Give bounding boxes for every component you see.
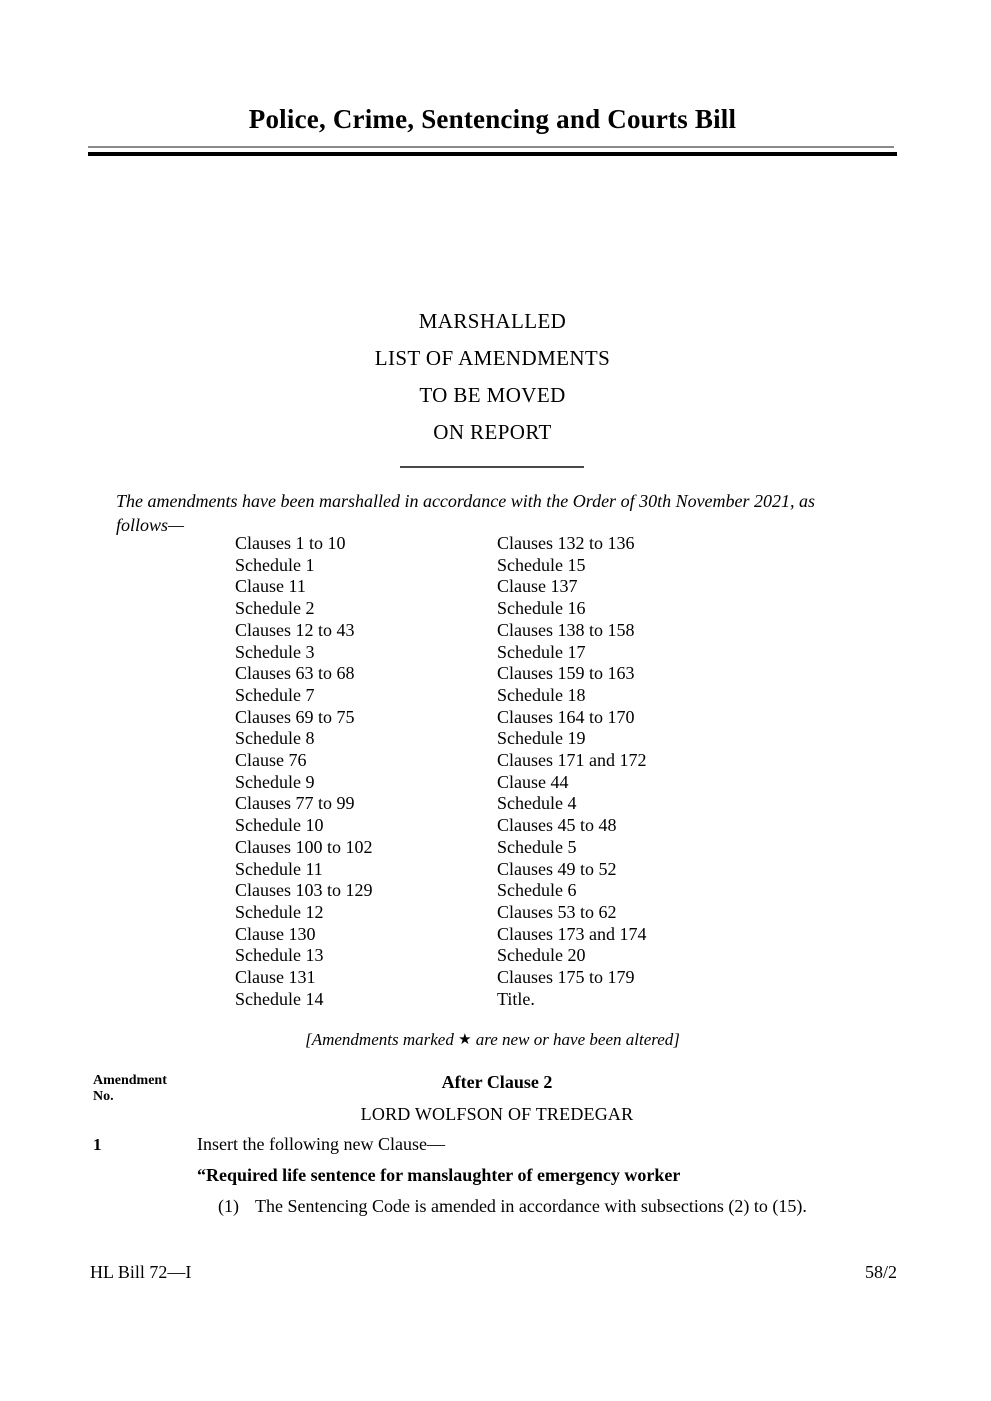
marshalling-list-item: Clauses 77 to 99 [235, 793, 355, 814]
marshalling-list-item: Clauses 63 to 68 [235, 663, 355, 684]
marshalling-list-item: Title. [497, 988, 535, 1009]
amendment-no-header-line1: Amendment [93, 1073, 167, 1088]
marshalling-list-item: Clauses 1 to 10 [235, 533, 346, 553]
marshalling-list-item: Clause 130 [235, 923, 316, 944]
marshalling-list-item: Schedule 17 [497, 641, 586, 662]
marshalling-list-item: Schedule 6 [497, 880, 577, 901]
marshalling-list-item: Schedule 1 [235, 554, 315, 575]
marshalling-list-item: Clauses 69 to 75 [235, 706, 355, 727]
marshalling-list-item: Schedule 19 [497, 728, 586, 749]
marshalling-list-item: Schedule 20 [497, 945, 586, 966]
star-legend-suffix: are new or have been altered] [471, 1030, 680, 1049]
marshalling-list-item: Clauses 132 to 136 [497, 533, 635, 553]
heading-line-to-be-moved: TO BE MOVED [419, 383, 566, 407]
marshalling-list-item: Schedule 15 [497, 554, 586, 575]
marshalling-order-note [88, 489, 900, 537]
header-rule-thin [88, 146, 894, 148]
marshalling-list-item: Clauses 138 to 158 [497, 619, 635, 640]
marshalling-list-item: Clause 131 [235, 967, 316, 988]
amendment-number: 1 [93, 1135, 102, 1154]
marshalling-list-item: Schedule 10 [235, 815, 324, 836]
marshalling-list-left-column [235, 533, 485, 1010]
marshalling-list-item: Clauses 171 and 172 [497, 750, 647, 771]
marshalling-list-item: Schedule 9 [235, 771, 315, 792]
marshalling-list-item: Clauses 12 to 43 [235, 619, 355, 640]
marshalling-list-item: Schedule 11 [235, 858, 323, 879]
amendment-instruction: Insert the following new Clause— [197, 1134, 445, 1154]
marshalling-list-item: Schedule 3 [235, 641, 315, 662]
marshalling-list-item: Clause 44 [497, 771, 569, 792]
section-heading: After Clause 2 [441, 1072, 553, 1092]
marshalling-list-item: Schedule 4 [497, 793, 577, 814]
subsection-text: The Sentencing Code is amended in accordance with subsections (2) to (15). [255, 1196, 807, 1216]
star-legend [88, 1030, 897, 1050]
marshalling-list-item: Clause 137 [497, 576, 578, 597]
marshalling-list-item: Schedule 8 [235, 728, 315, 749]
amendment-no-column-header [93, 1073, 213, 1105]
marshalling-list-item: Schedule 2 [235, 598, 315, 619]
marshalling-list-item: Clauses 49 to 52 [497, 858, 617, 879]
marshalling-list-item: Clauses 53 to 62 [497, 901, 617, 922]
marshalling-list-item: Schedule 5 [497, 836, 577, 857]
marshalling-list-item: Clauses 175 to 179 [497, 967, 635, 988]
section-divider-rule [400, 466, 584, 468]
marshalling-list-item: Clauses 100 to 102 [235, 836, 373, 857]
marshalling-list-item: Schedule 16 [497, 598, 586, 619]
amendment-no-header-line2: No. [93, 1089, 114, 1104]
new-clause-heading: “Required life sentence for manslaughter of emergency worker [197, 1165, 681, 1185]
heading-line-list-of-amendments: LIST OF AMENDMENTS [374, 346, 611, 370]
heading-line-on-report: ON REPORT [433, 420, 552, 444]
subsection-number: (1) [218, 1196, 239, 1216]
marshalling-list-item: Schedule 13 [235, 945, 324, 966]
footer-page-number: 58/2 [864, 1262, 897, 1282]
marshalling-order-note-continuation: follows— [116, 515, 185, 535]
marshalling-list-item: Clauses 45 to 48 [497, 815, 617, 836]
marshalling-list-item: Clauses 159 to 163 [497, 663, 635, 684]
marshalling-list-item: Clauses 173 and 174 [497, 923, 647, 944]
marshalling-list-item: Clause 11 [235, 576, 306, 597]
marshalling-order-note-text: The amendments have been marshalled in accordance with the Order of 30th November 2021, as [116, 491, 816, 511]
marshalling-list-item: Clauses 164 to 170 [497, 706, 635, 727]
member-name: LORD WOLFSON OF TREDEGAR [360, 1104, 634, 1124]
heading-line-marshalled: MARSHALLED [418, 309, 567, 333]
marshalling-list-right-column [497, 533, 777, 1010]
footer-bill-reference: HL Bill 72—I [90, 1262, 192, 1282]
page-title: Police, Crime, Sentencing and Courts Bill [248, 104, 737, 134]
marshalling-list-item: Clauses 103 to 129 [235, 880, 373, 901]
marshalling-list-item: Schedule 14 [235, 988, 324, 1009]
subsection-item [218, 1196, 898, 1217]
marshalling-list-item: Schedule 12 [235, 901, 324, 922]
marshalled-heading-block [88, 303, 897, 451]
marshalling-list-item: Clause 76 [235, 750, 307, 771]
star-icon: ★ [458, 1032, 472, 1048]
marshalling-list-item: Schedule 18 [497, 684, 586, 705]
header-rule-thick [88, 152, 897, 156]
star-legend-prefix: [Amendments marked [305, 1030, 459, 1049]
marshalling-list-item: Schedule 7 [235, 684, 315, 705]
